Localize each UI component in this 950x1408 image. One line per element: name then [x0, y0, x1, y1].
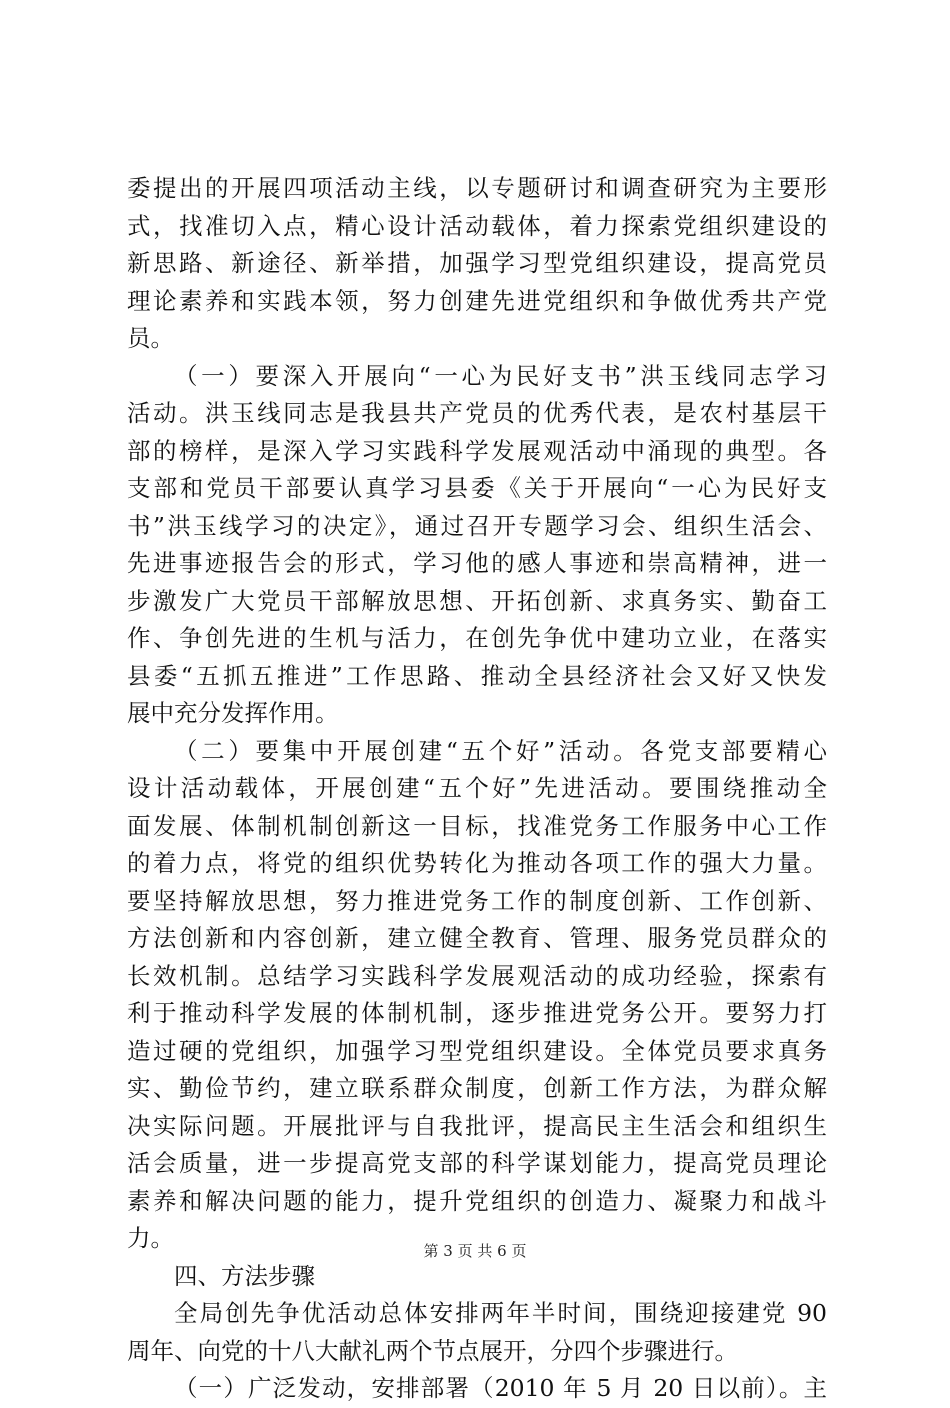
text-line: 决实际问题。开展批评与自我批评，提高民主生活会和组织生	[127, 1111, 827, 1140]
text-line: 设计活动载体，开展创建“五个好”先进活动。要围绕推动全	[127, 774, 827, 802]
text-line: 展中充分发挥作用。	[127, 699, 339, 727]
text-line: 四、方法步骤	[174, 1261, 315, 1290]
text-line: 素养和解决问题的能力，提升党组织的创造力、凝聚力和战斗	[127, 1186, 827, 1215]
text-line: 活动。洪玉线同志是我县共产党员的优秀代表，是农村基层干	[127, 399, 827, 427]
document-body	[127, 170, 827, 1408]
text-line: （一）要深入开展向“一心为民好支书”洪玉线同志学习	[174, 361, 827, 390]
text-line: 书”洪玉线学习的决定》，通过召开专题学习会、组织生活会、	[127, 511, 827, 540]
text-line: 造过硬的党组织，加强学习型党组织建设。全体党员要求真务	[127, 1036, 827, 1065]
text-line: 县委“五抓五推进”工作思路、推动全县经济社会又好又快发	[127, 661, 827, 690]
text-line: 先进事迹报告会的形式，学习他的感人事迹和崇高精神，进一	[127, 549, 827, 577]
text-line: 全局创先争优活动总体安排两年半时间，围绕迎接建党 90	[174, 1299, 827, 1327]
text-line: 利于推动科学发展的体制机制，逐步推进党务公开。要努力打	[127, 999, 827, 1027]
text-line: 理论素养和实践本领，努力创建先进党组织和争做优秀共产党	[127, 286, 827, 315]
text-line: 部的榜样，是深入学习实践科学发展观活动中涌现的典型。各	[127, 436, 827, 465]
text-line: 长效机制。总结学习实践科学发展观活动的成功经验，探索有	[127, 961, 827, 990]
text-line: 要坚持解放思想，努力推进党务工作的制度创新、工作创新、	[127, 886, 827, 915]
text-line: 力。	[127, 1224, 174, 1252]
text-line: 新思路、新途径、新举措，加强学习型党组织建设，提高党员	[127, 249, 827, 277]
text-line: 式，找准切入点，精心设计活动载体，着力探索党组织建设的	[127, 211, 827, 240]
text-line: 的着力点，将党的组织优势转化为推动各项工作的强大力量。	[127, 849, 827, 877]
page-number-footer: 第 3 页 共 6 页	[423, 1242, 527, 1260]
text-line: 支部和党员干部要认真学习县委《关于开展向“一心为民好支	[127, 474, 827, 502]
text-line: 步激发广大党员干部解放思想、开拓创新、求真务实、勤奋工	[127, 586, 827, 615]
text-line: （一）广泛发动，安排部署（2010 年 5 月 20 日以前）。主	[174, 1374, 827, 1402]
text-line: 作、争创先进的生机与活力，在创先争优中建功立业，在落实	[127, 624, 827, 652]
text-line: 面发展、体制机制创新这一目标，找准党务工作服务中心工作	[127, 811, 827, 840]
text-line: （二）要集中开展创建“五个好”活动。各党支部要精心	[174, 736, 827, 765]
text-line: 周年、向党的十八大献礼两个节点展开，分四个步骤进行。	[127, 1336, 738, 1365]
text-line: 员。	[127, 324, 174, 352]
text-line: 实、勤俭节约，建立联系群众制度，创新工作方法，为群众解	[127, 1074, 827, 1102]
text-line: 委提出的开展四项活动主线，以专题研讨和调查研究为主要形	[127, 174, 827, 202]
text-line: 活会质量，进一步提高党支部的科学谋划能力，提高党员理论	[127, 1149, 827, 1177]
text-line: 方法创新和内容创新，建立健全教育、管理、服务党员群众的	[127, 924, 827, 952]
